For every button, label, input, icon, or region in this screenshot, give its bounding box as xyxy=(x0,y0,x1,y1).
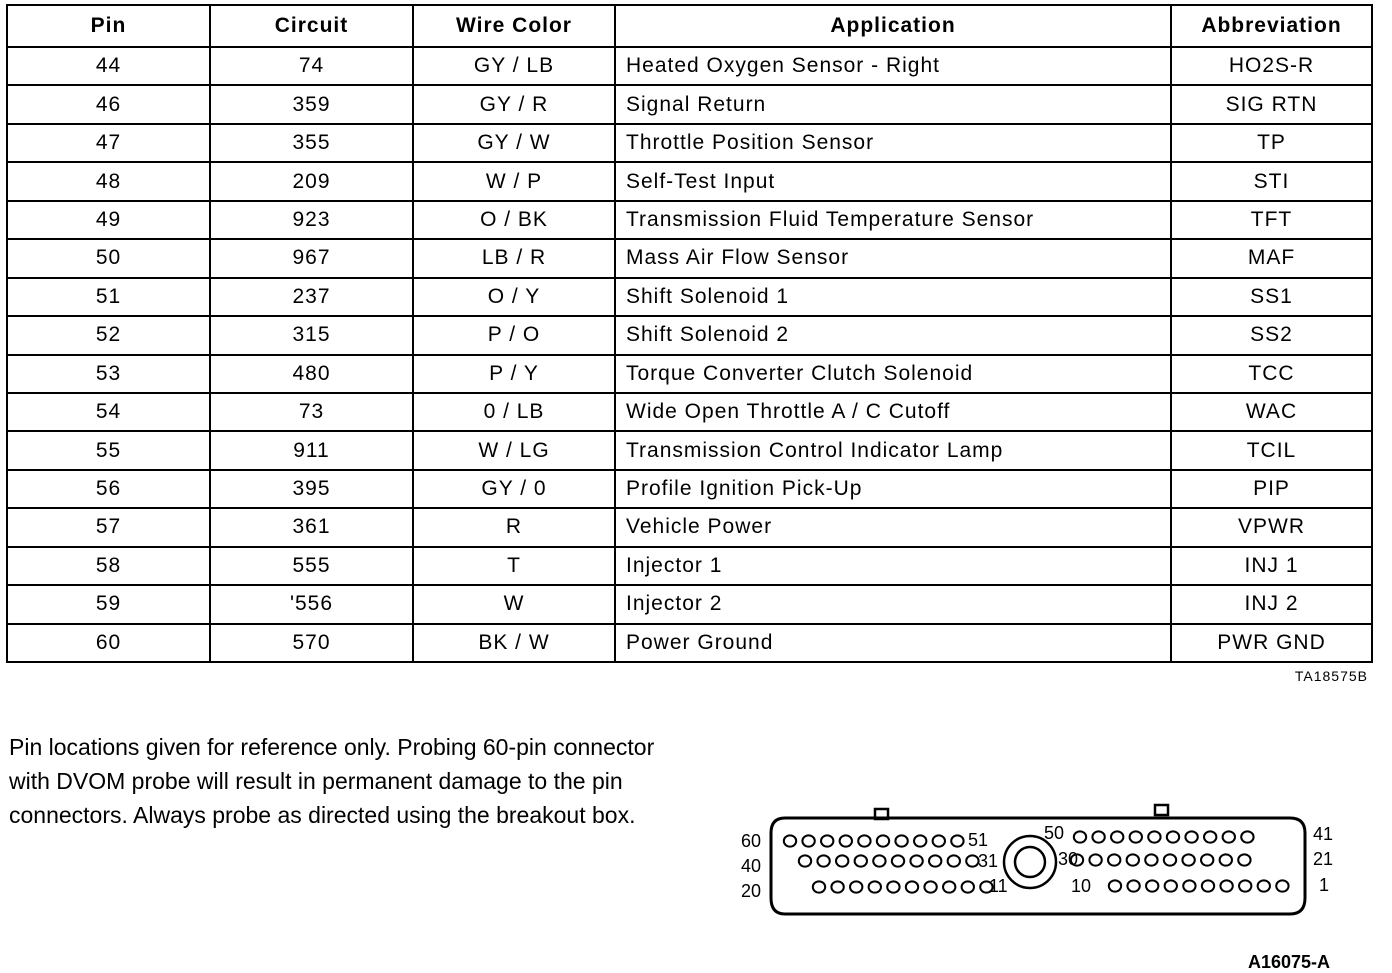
label-30: 30 xyxy=(1058,849,1079,869)
table-header-row xyxy=(7,5,1372,47)
cell-wire-color: T xyxy=(413,547,615,585)
connector-pin xyxy=(1165,880,1177,891)
connector-pin xyxy=(1204,831,1216,842)
cell-pin: 51 xyxy=(7,278,210,316)
cell-application: Wide Open Throttle A / C Cutoff xyxy=(615,393,1171,431)
connector-pin xyxy=(821,835,833,846)
cell-abbreviation: INJ 2 xyxy=(1171,585,1372,623)
connector-pin xyxy=(1276,880,1288,891)
cell-circuit: 237 xyxy=(210,278,413,316)
table-row xyxy=(7,47,1372,85)
connector-pin xyxy=(1127,854,1139,865)
connector-pin xyxy=(858,835,870,846)
label-50: 50 xyxy=(1044,823,1065,843)
connector-pin xyxy=(914,835,926,846)
connector-pin xyxy=(1145,854,1157,865)
cell-application: Signal Return xyxy=(615,85,1171,123)
table-row xyxy=(7,624,1372,662)
connector-pin xyxy=(943,881,955,892)
connector-pin xyxy=(1148,831,1160,842)
cell-pin: 44 xyxy=(7,47,210,85)
cell-pin: 57 xyxy=(7,508,210,546)
connector-pin xyxy=(1164,854,1176,865)
cell-pin: 53 xyxy=(7,355,210,393)
table-row xyxy=(7,470,1372,508)
cell-pin: 58 xyxy=(7,547,210,585)
connector-pin xyxy=(1182,854,1194,865)
cell-pin: 55 xyxy=(7,431,210,469)
connector-diagram xyxy=(735,800,1355,925)
table-row xyxy=(7,355,1372,393)
header-circuit: Circuit xyxy=(210,5,413,47)
table-row xyxy=(7,239,1372,277)
cell-abbreviation: TFT xyxy=(1171,201,1372,239)
connector-pin xyxy=(802,835,814,846)
cell-abbreviation: PIP xyxy=(1171,470,1372,508)
connector-pin xyxy=(855,855,867,866)
connector-pin xyxy=(966,855,978,866)
connector-pin xyxy=(817,855,829,866)
connector-pins xyxy=(784,831,1289,892)
connector-pin xyxy=(910,855,922,866)
cell-application: Transmission Fluid Temperature Sensor xyxy=(615,201,1171,239)
cell-circuit: 395 xyxy=(210,470,413,508)
connector-pin xyxy=(951,835,963,846)
connector-pin xyxy=(873,855,885,866)
cell-application: Self-Test Input xyxy=(615,162,1171,200)
cell-abbreviation: STI xyxy=(1171,162,1372,200)
header-wire-color: Wire Color xyxy=(413,5,615,47)
table-row xyxy=(7,278,1372,316)
cell-application: Heated Oxygen Sensor - Right xyxy=(615,47,1171,85)
cell-circuit: 911 xyxy=(210,431,413,469)
label-40: 40 xyxy=(741,856,762,876)
connector-pin xyxy=(850,881,862,892)
label-51: 51 xyxy=(968,830,989,850)
cell-circuit: 73 xyxy=(210,393,413,431)
connector-pin xyxy=(799,855,811,866)
connector-pin xyxy=(1238,854,1250,865)
connector-pin xyxy=(1109,880,1121,891)
table-row xyxy=(7,547,1372,585)
cell-pin: 46 xyxy=(7,85,210,123)
cell-wire-color: GY / 0 xyxy=(413,470,615,508)
table-row xyxy=(7,585,1372,623)
label-21: 21 xyxy=(1313,849,1334,869)
connector-pin xyxy=(1201,854,1213,865)
connector-pin xyxy=(1241,831,1253,842)
connector-pin xyxy=(1185,831,1197,842)
cell-circuit: '556 xyxy=(210,585,413,623)
label-41: 41 xyxy=(1313,824,1334,844)
connector-pin xyxy=(1089,854,1101,865)
connector-pin xyxy=(933,835,945,846)
cell-wire-color: BK / W xyxy=(413,624,615,662)
connector-pin xyxy=(924,881,936,892)
cell-application: Throttle Position Sensor xyxy=(615,124,1171,162)
connector-pin xyxy=(1127,880,1139,891)
label-20: 20 xyxy=(741,881,762,901)
connector-pin xyxy=(892,855,904,866)
connector-pin xyxy=(1111,831,1123,842)
connector-pin xyxy=(1092,831,1104,842)
table-row xyxy=(7,508,1372,546)
figure-reference-top: TA18575B xyxy=(1294,668,1368,684)
cell-abbreviation: WAC xyxy=(1171,393,1372,431)
cell-application: Injector 2 xyxy=(615,585,1171,623)
cell-wire-color: O / BK xyxy=(413,201,615,239)
cell-application: Profile Ignition Pick-Up xyxy=(615,470,1171,508)
connector-pin xyxy=(1074,831,1086,842)
cell-pin: 54 xyxy=(7,393,210,431)
header-application: Application xyxy=(615,5,1171,47)
cell-circuit: 555 xyxy=(210,547,413,585)
cell-abbreviation: TP xyxy=(1171,124,1372,162)
connector-pin xyxy=(1183,880,1195,891)
connector-pin xyxy=(1202,880,1214,891)
cell-application: Shift Solenoid 2 xyxy=(615,316,1171,354)
cell-abbreviation: MAF xyxy=(1171,239,1372,277)
cell-circuit: 480 xyxy=(210,355,413,393)
connector-pin xyxy=(962,881,974,892)
cell-abbreviation: HO2S-R xyxy=(1171,47,1372,85)
label-31: 31 xyxy=(978,851,999,871)
connector-pin xyxy=(1167,831,1179,842)
connector-pin xyxy=(929,855,941,866)
label-60: 60 xyxy=(741,831,762,851)
cell-application: Transmission Control Indicator Lamp xyxy=(615,431,1171,469)
connector-pin xyxy=(784,835,796,846)
cell-wire-color: GY / LB xyxy=(413,47,615,85)
cell-application: Mass Air Flow Sensor xyxy=(615,239,1171,277)
cell-abbreviation: PWR GND xyxy=(1171,624,1372,662)
connector-pin xyxy=(1108,854,1120,865)
connector-pin xyxy=(813,881,825,892)
cell-wire-color: W / P xyxy=(413,162,615,200)
table-row xyxy=(7,393,1372,431)
cell-application: Injector 1 xyxy=(615,547,1171,585)
table-row xyxy=(7,316,1372,354)
cell-wire-color: O / Y xyxy=(413,278,615,316)
cell-circuit: 209 xyxy=(210,162,413,200)
connector-pin xyxy=(887,881,899,892)
connector-pin xyxy=(831,881,843,892)
connector-pin xyxy=(1239,880,1251,891)
cell-pin: 49 xyxy=(7,201,210,239)
connector-pin xyxy=(1130,831,1142,842)
probing-note: Pin locations given for reference only. Probing 60-pin connector with DVOM probe will result in permanent damage to the pin connectors. Always probe as directed using the breakout box. xyxy=(9,734,655,828)
cell-circuit: 967 xyxy=(210,239,413,277)
label-11: 11 xyxy=(989,876,1008,896)
label-10: 10 xyxy=(1071,876,1092,896)
cell-abbreviation: TCIL xyxy=(1171,431,1372,469)
pin-table xyxy=(6,4,1373,663)
cell-abbreviation: SS1 xyxy=(1171,278,1372,316)
connector-pin xyxy=(1146,880,1158,891)
table-row xyxy=(7,431,1372,469)
cell-wire-color: W / LG xyxy=(413,431,615,469)
header-abbreviation: Abbreviation xyxy=(1171,5,1372,47)
cell-circuit: 361 xyxy=(210,508,413,546)
header-pin: Pin xyxy=(7,5,210,47)
connector-pin xyxy=(1258,880,1270,891)
cell-pin: 48 xyxy=(7,162,210,200)
cell-abbreviation: SIG RTN xyxy=(1171,85,1372,123)
cell-pin: 50 xyxy=(7,239,210,277)
connector-pin xyxy=(1223,831,1235,842)
cell-wire-color: LB / R xyxy=(413,239,615,277)
connector-pin xyxy=(877,835,889,846)
cell-pin: 59 xyxy=(7,585,210,623)
connector-pin xyxy=(948,855,960,866)
cell-application: Vehicle Power xyxy=(615,508,1171,546)
label-1: 1 xyxy=(1319,875,1330,895)
cell-pin: 60 xyxy=(7,624,210,662)
cell-wire-color: P / Y xyxy=(413,355,615,393)
connector-body xyxy=(771,805,1305,914)
table-row xyxy=(7,201,1372,239)
cell-wire-color: P / O xyxy=(413,316,615,354)
connector-pin xyxy=(895,835,907,846)
cell-circuit: 315 xyxy=(210,316,413,354)
cell-pin: 47 xyxy=(7,124,210,162)
cell-application: Torque Converter Clutch Solenoid xyxy=(615,355,1171,393)
cell-abbreviation: TCC xyxy=(1171,355,1372,393)
figure-reference-bottom: A16075-A xyxy=(1247,952,1330,972)
table-row xyxy=(7,85,1372,123)
cell-circuit: 923 xyxy=(210,201,413,239)
connector-pin xyxy=(836,855,848,866)
cell-pin: 52 xyxy=(7,316,210,354)
cell-abbreviation: VPWR xyxy=(1171,508,1372,546)
connector-pin xyxy=(840,835,852,846)
cell-application: Power Ground xyxy=(615,624,1171,662)
table-row xyxy=(7,124,1372,162)
table-row xyxy=(7,162,1372,200)
cell-abbreviation: INJ 1 xyxy=(1171,547,1372,585)
cell-wire-color: GY / R xyxy=(413,85,615,123)
connector-pin xyxy=(1220,880,1232,891)
connector-pin xyxy=(906,881,918,892)
cell-circuit: 355 xyxy=(210,124,413,162)
cell-abbreviation: SS2 xyxy=(1171,316,1372,354)
connector-pin xyxy=(1220,854,1232,865)
connector-pin xyxy=(869,881,881,892)
cell-wire-color: GY / W xyxy=(413,124,615,162)
cell-circuit: 74 xyxy=(210,47,413,85)
cell-application: Shift Solenoid 1 xyxy=(615,278,1171,316)
cell-pin: 56 xyxy=(7,470,210,508)
cell-wire-color: R xyxy=(413,508,615,546)
cell-circuit: 359 xyxy=(210,85,413,123)
cell-wire-color: 0 / LB xyxy=(413,393,615,431)
cell-circuit: 570 xyxy=(210,624,413,662)
cell-wire-color: W xyxy=(413,585,615,623)
